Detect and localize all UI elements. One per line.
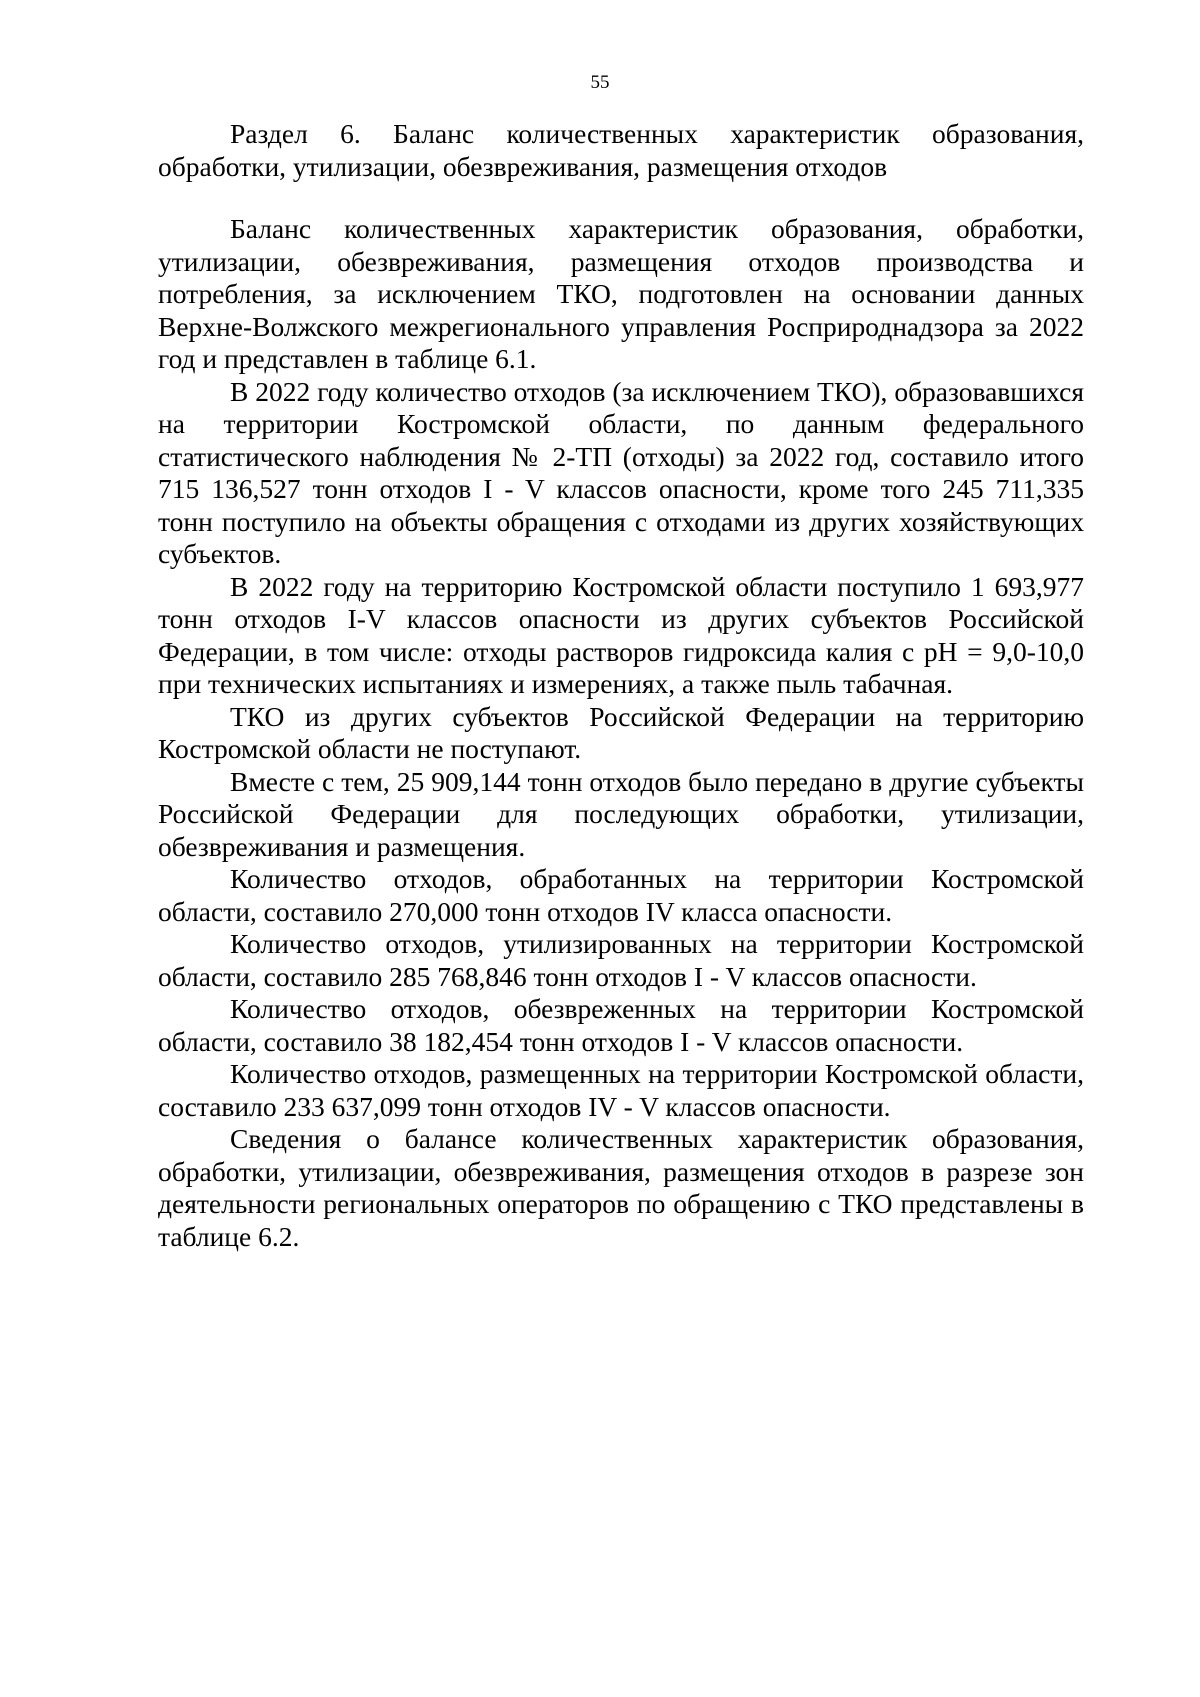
paragraph-table-reference: Сведения о балансе количественных характеристик образования, обработки, утилизации, обезвреживания, размещения отходов в разрезе зон деятельности региональных операторов по обращению с ТКО представлены в таблице 6.2. [158, 1123, 1084, 1252]
document-body [158, 118, 1084, 1253]
page-number: 55 [590, 72, 610, 93]
section-heading: Раздел 6. Баланс количественных характеристик образования, обработки, утилизации, обезвреживания, размещения отходов [158, 118, 1084, 182]
paragraph-waste-received: В 2022 году на территорию Костромской области поступило 1 693,977 тонн отходов I-V классов опасности из других субъектов Российской Федерации, в том числе: отходы растворов гидроксида калия с pH = 9,0-10,0 при технических испытаниях и измерениях, а также пыль табачная. [158, 570, 1084, 699]
paragraph-waste-utilized: Количество отходов, утилизированных на территории Костромской области, составило 285 768,846 тонн отходов I - V классов опасности. [158, 928, 1084, 992]
paragraph-waste-placed: Количество отходов, размещенных на территории Костромской области, составило 233 637,099 тонн отходов IV - V классов опасности. [158, 1058, 1084, 1122]
paragraph-waste-transferred: Вместе с тем, 25 909,144 тонн отходов было передано в другие субъекты Российской Федерации для последующих обработки, утилизации, обезвреживания и размещения. [158, 765, 1084, 862]
paragraph-waste-processed: Количество отходов, обработанных на территории Костромской области, составило 270,000 тонн отходов IV класса опасности. [158, 863, 1084, 927]
paragraph-tko-not-received: ТКО из других субъектов Российской Федерации на территорию Костромской области не поступают. [158, 700, 1084, 764]
paragraph-waste-neutralized: Количество отходов, обезвреженных на территории Костромской области, составило 38 182,454 тонн отходов I - V классов опасности. [158, 993, 1084, 1057]
paragraph-waste-generated: В 2022 году количество отходов (за исключением ТКО), образовавшихся на территории Костромской области, по данным федерального статистического наблюдения № 2-ТП (отходы) за 2022 год, составило итого 715 136,527 тонн отходов I - V классов опасности, кроме того 245 711,335 тонн поступило на объекты обращения с отходами из других хозяйствующих субъектов. [158, 375, 1084, 569]
paragraph-balance-intro: Баланс количественных характеристик образования, обработки, утилизации, обезвреживания, размещения отходов производства и потребления, за исключением ТКО, подготовлен на основании данных Верхне-Волжского межрегионального управления Росприроднадзора за 2022 год и представлен в таблице 6.1. [158, 213, 1084, 374]
